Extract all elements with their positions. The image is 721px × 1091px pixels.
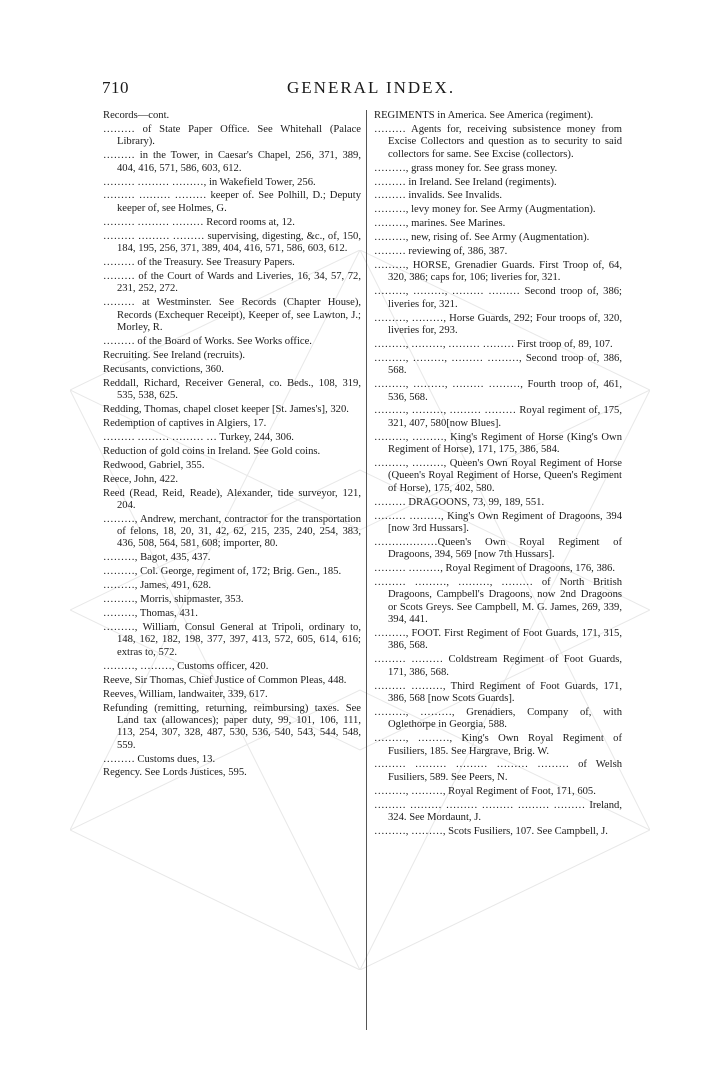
right-column: [374, 110, 622, 840]
index-entry: ………, ………, ……… ……… Royal regiment of, 175, 321, 407, 580[now Blues].: [374, 405, 622, 429]
index-entry: ……… of the Court of Wards and Liveries, 16, 34, 57, 72, 231, 252, 272.: [103, 270, 361, 295]
index-entry: ……… ……… Coldstream Regiment of Foot Guards, 171, 386, 568.: [374, 654, 622, 678]
index-entry: ………, ………, Customs officer, 420.: [103, 660, 269, 672]
index-entry: ………, levy money for. See Army (Augmentation).: [374, 204, 596, 216]
index-entry: Redemption of captives in Algiers, 17.: [103, 417, 267, 429]
index-entry: ……… ……… ……… supervising, digesting, &c., of, 150, 184, 195, 256, 371, 389, 404, 416, 571, 586, 603, 612.: [103, 230, 361, 254]
index-entry: Reduction of gold coins in Ireland. See Gold coins.: [103, 445, 321, 457]
index-entry: ………, Col. George, regiment of, 172; Brig. Gen., 185.: [103, 566, 342, 578]
index-entry: ………, new, rising of. See Army (Augmentation).: [374, 232, 590, 244]
index-entry: ……… ………, ………, ……… of North British Dragoons, Campbell's Dragoons, now 2nd Dragoons or Scots Greys. See Campbell, M. G. James, 269, 339, 394, 441.: [374, 577, 622, 626]
index-entry: ………, ………, ……… ……… First troop of, 89, 107.: [374, 338, 613, 350]
index-entry: Refunding (remitting, returning, reimbursing) taxes. See Land tax (allowances); paper duty, 99, 101, 106, 111, 113, 254, 307, 328, 487, 530, 536, 540, 543, 544, 548, 559.: [103, 702, 361, 751]
index-entry: ………, ………, ……… ………, Fourth troop of, 461, 536, 568.: [374, 379, 622, 403]
index-entry: Reeves, William, landwaiter, 339, 617.: [103, 688, 268, 700]
index-entry: ………, ………, Royal Regiment of Foot, 171, 605.: [374, 785, 596, 797]
index-entry: REGIMENTS in America. See America (regiment).: [374, 110, 594, 121]
index-entry: ………………Queen's Own Royal Regiment of Dragoons, 394, 569 [now 7th Hussars].: [374, 536, 622, 561]
index-entry: ………, Thomas, 431.: [103, 608, 198, 620]
index-entry: Reece, John, 422.: [103, 473, 179, 485]
column-divider: [366, 110, 367, 1030]
index-entry: ………, ………, King's Own Royal Regiment of Fusiliers, 185. See Hargrave, Brig. W.: [374, 733, 622, 757]
index-entry: Redwood, Gabriel, 355.: [103, 459, 205, 471]
page-number: 710: [102, 78, 129, 97]
index-entry: ………, ………, King's Regiment of Horse (King's Own Regiment of Horse), 171, 175, 386, 584.: [374, 431, 622, 456]
index-entry: ……… ………, Third Regiment of Foot Guards, 171, 386, 568 [now Scots Guards].: [374, 680, 622, 704]
index-entry: Reed (Read, Reid, Reade), Alexander, tide surveyor, 121, 204.: [103, 487, 361, 511]
index-entry: ………, marines. See Marines.: [374, 218, 506, 230]
index-entry: ……… ……… ……… keeper of. See Polhill, D.; Deputy keeper of, see Holmes, G.: [103, 190, 361, 214]
index-entry: ……… ……… ………, in Wakefield Tower, 256.: [103, 176, 316, 188]
index-entry: ………, ………, Grenadiers, Company of, with Oglethorpe in Georgia, 588.: [374, 706, 622, 731]
index-entry: ……… of the Board of Works. See Works office.: [103, 335, 312, 347]
index-entry: ……… in Ireland. See Ireland (regiments).: [374, 176, 557, 188]
index-entry: Regency. See Lords Justices, 595.: [103, 767, 247, 779]
index-entry: ……… ……… ……… Record rooms at, 12.: [103, 216, 295, 228]
index-entry: ………, ………, ……… ………, Second troop of, 386, 568.: [374, 352, 622, 377]
index-entry: ……… of State Paper Office. See Whitehall (Palace Library).: [103, 123, 361, 148]
index-entry: ……… Customs dues, 13.: [103, 753, 216, 765]
index-entry: ……… ……… ……… … Turkey, 244, 306.: [103, 431, 294, 443]
index-entry: ……… ……… ……… ……… ……… ……… Ireland, 324. See Mordaunt, J.: [374, 799, 622, 824]
index-entry: Redding, Thomas, chapel closet keeper [St. James's], 320.: [103, 403, 349, 415]
index-entry: ………, FOOT. First Regiment of Foot Guards, 171, 315, 386, 568.: [374, 628, 622, 652]
left-column: [103, 110, 361, 781]
index-entry: ……… invalids. See Invalids.: [374, 190, 502, 202]
index-entry: ……… ……… ……… ……… ……… of Welsh Fusiliers, 589. See Peers, N.: [374, 759, 622, 783]
index-entry: ……… ………, King's Own Regiment of Dragoons, 394 [now 3rd Hussars].: [374, 510, 622, 534]
index-entry: ……… ………, Royal Regiment of Dragoons, 176, 386.: [374, 563, 615, 575]
index-entry: ………, ………, Scots Fusiliers, 107. See Campbell, J.: [374, 825, 608, 837]
index-entry: ……… at Westminster. See Records (Chapter House), Records (Exchequer Receipt), Keeper of, see Lawton, J.; Morley, R.: [103, 297, 361, 333]
index-entry: ………, Morris, shipmaster, 353.: [103, 594, 244, 606]
index-entry: ………, grass money for. See grass money.: [374, 162, 558, 174]
index-entry: Recruiting. See Ireland (recruits).: [103, 349, 246, 361]
page-header: [102, 78, 622, 102]
index-entry: ………, ………, ……… ……… Second troop of, 386; liveries for, 321.: [374, 286, 622, 310]
index-entry: ………, James, 491, 628.: [103, 580, 211, 592]
index-entry: Recusants, convictions, 360.: [103, 363, 224, 375]
index-entry: Reddall, Richard, Receiver General, co. Beds., 108, 319, 535, 538, 625.: [103, 377, 361, 401]
index-entry: ………, Andrew, merchant, contractor for the transportation of felons, 18, 20, 31, 42, 62, 215, 235, 240, 254, 383, 436, 508, 564, 581, 608; importer, 80.: [103, 513, 361, 550]
index-entry: ……… Agents for, receiving subsistence money from Excise Collectors and question as to security to said collectors for same. See Excise (collectors).: [374, 123, 622, 160]
index-entry: ………, William, Consul General at Tripoli, ordinary to, 148, 162, 182, 198, 377, 397, 413, 572, 605, 614, 616; extras to, 572.: [103, 622, 361, 658]
index-entry: ………, Bagot, 435, 437.: [103, 552, 211, 564]
running-title: GENERAL INDEX.: [287, 78, 456, 97]
index-entry: ………, ………, Horse Guards, 292; Four troops of, 320, liveries for, 293.: [374, 312, 622, 337]
index-entry: ……… reviewing of, 386, 387.: [374, 246, 508, 258]
index-entry: Records—cont.: [103, 110, 170, 121]
index-entry: ………, ………, Queen's Own Royal Regiment of Horse (Queen's Royal Regiment of Horse, Queen's Regiment of Horse), 175, 402, 580.: [374, 458, 622, 494]
index-entry: Reeve, Sir Thomas, Chief Justice of Common Pleas, 448.: [103, 674, 347, 686]
index-entry: ………, HORSE, Grenadier Guards. First Troop of, 64, 320, 386; caps for, 106; liveries for, 321.: [374, 260, 622, 284]
index-entry: ……… in the Tower, in Caesar's Chapel, 256, 371, 389, 404, 416, 571, 586, 603, 612.: [103, 150, 361, 174]
index-entry: ……… DRAGOONS, 73, 99, 189, 551.: [374, 496, 545, 508]
index-entry: ……… of the Treasury. See Treasury Papers.: [103, 256, 295, 268]
